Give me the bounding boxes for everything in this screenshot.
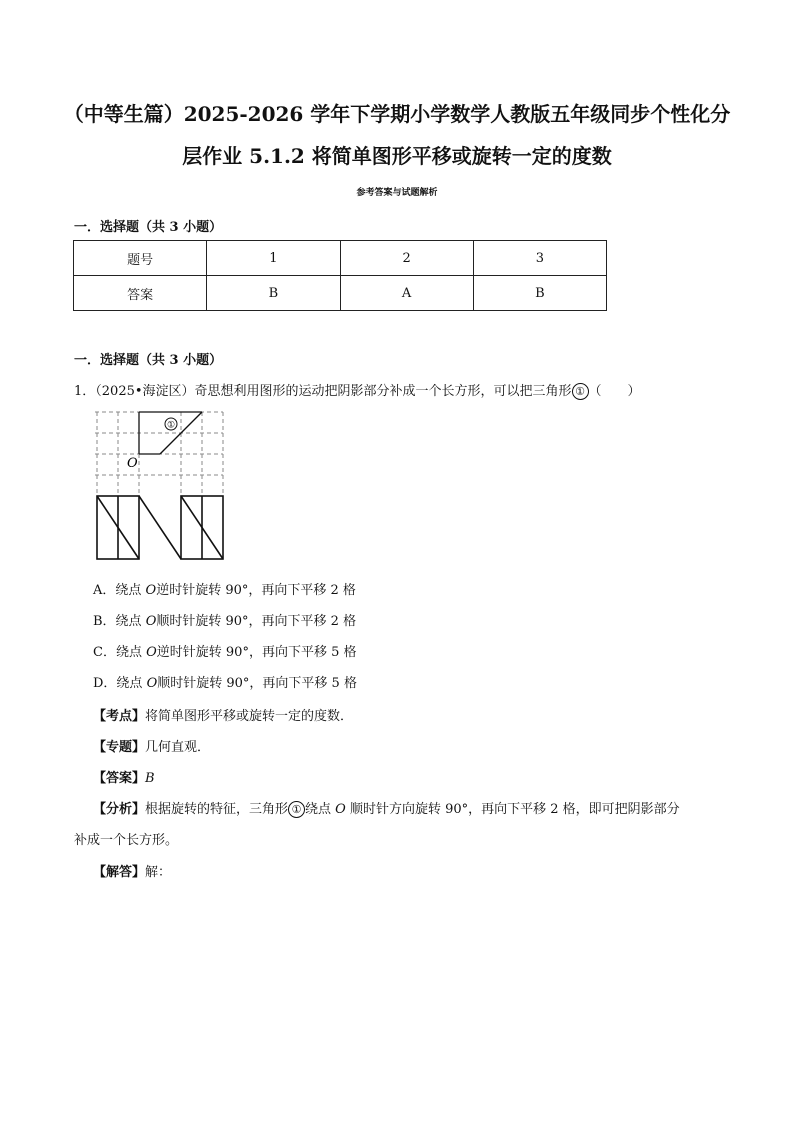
question-stem-end: （ ） [588, 384, 641, 399]
triangle-label: ① [166, 420, 176, 431]
table-cell: 题号 [74, 241, 207, 276]
option-d[interactable] [93, 672, 357, 691]
question-number-source: 1．（2025•海淀区） [74, 384, 195, 399]
point-o: O [145, 614, 157, 629]
question-stem-text: 奇思想利用图形的运动把阴影部分补成一个长方形，可以把三角形 [194, 384, 572, 399]
kaodian-label: 【考点】 [93, 709, 146, 724]
circled-number-1: ① [288, 801, 305, 818]
question-1-stem [74, 380, 641, 400]
fenxi-line-1 [93, 798, 680, 818]
zhuanti-label: 【专题】 [93, 740, 146, 755]
option-c[interactable] [93, 641, 356, 660]
question-1-figure [95, 410, 227, 562]
option-b[interactable] [93, 610, 356, 629]
section-heading-answers: 一．选择题（共 3 小题） [74, 220, 223, 235]
option-c-label: C．绕点 [93, 645, 147, 660]
table-row [74, 276, 607, 311]
option-a-text: 逆时针旋转 90°，再向下平移 2 格 [156, 583, 356, 598]
document-subtitle: 参考答案与试题解析 [356, 188, 438, 198]
kaodian-text: 将简单图形平移或旋转一定的度数． [145, 709, 354, 724]
option-d-label: D．绕点 [93, 676, 147, 691]
jieda-label: 【解答】 [93, 865, 146, 880]
point-o: O [146, 676, 158, 691]
table-cell: 1 [207, 241, 340, 276]
option-a[interactable] [93, 579, 356, 598]
document-title-line-2: 层作业 5.1.2 将简单图形平移或旋转一定的度数 [182, 144, 612, 168]
section-heading-questions: 一．选择题（共 3 小题） [74, 353, 223, 368]
point-o: O [145, 583, 157, 598]
point-o-label: O [127, 456, 138, 471]
option-a-label: A．绕点 [93, 583, 146, 598]
option-b-label: B．绕点 [93, 614, 146, 629]
answer-line [93, 767, 155, 786]
shaded-shape [97, 496, 223, 559]
table-cell: 2 [340, 241, 473, 276]
option-b-text: 顺时针旋转 90°，再向下平移 2 格 [156, 614, 357, 629]
jieda-line [93, 861, 171, 880]
table-cell: B [207, 276, 340, 311]
answer-label: 【答案】 [93, 771, 146, 786]
zhuanti-text: 几何直观． [145, 740, 211, 755]
answer-value: B [145, 771, 155, 786]
document-title-line-1: （中等生篇）2025-2026 学年下学期小学数学人教版五年级同步个性化分 [63, 102, 731, 126]
table-cell: 答案 [74, 276, 207, 311]
kaodian-line [93, 705, 353, 724]
point-o: O [146, 645, 157, 660]
option-c-text: 逆时针旋转 90°，再向下平移 5 格 [156, 645, 357, 660]
jieda-text: 解： [145, 865, 172, 880]
point-o: O [335, 802, 346, 817]
table-cell: A [340, 276, 473, 311]
table-cell: 3 [473, 241, 606, 276]
zhuanti-line [93, 736, 210, 755]
option-d-text: 顺时针旋转 90°，再向下平移 5 格 [157, 676, 357, 691]
fenxi-label: 【分析】 [93, 802, 146, 817]
fenxi-text-a: 根据旋转的特征，三角形 [145, 802, 289, 817]
table-cell: B [473, 276, 606, 311]
table-row [74, 241, 607, 276]
answer-table [73, 240, 607, 311]
fenxi-line-2: 补成一个长方形。 [74, 833, 179, 848]
circled-number-1: ① [572, 383, 589, 400]
fenxi-text-c: 顺时针方向旋转 90°，再向下平移 2 格，即可把阴影部分 [345, 802, 680, 817]
fenxi-text-b: 绕点 [305, 802, 336, 817]
